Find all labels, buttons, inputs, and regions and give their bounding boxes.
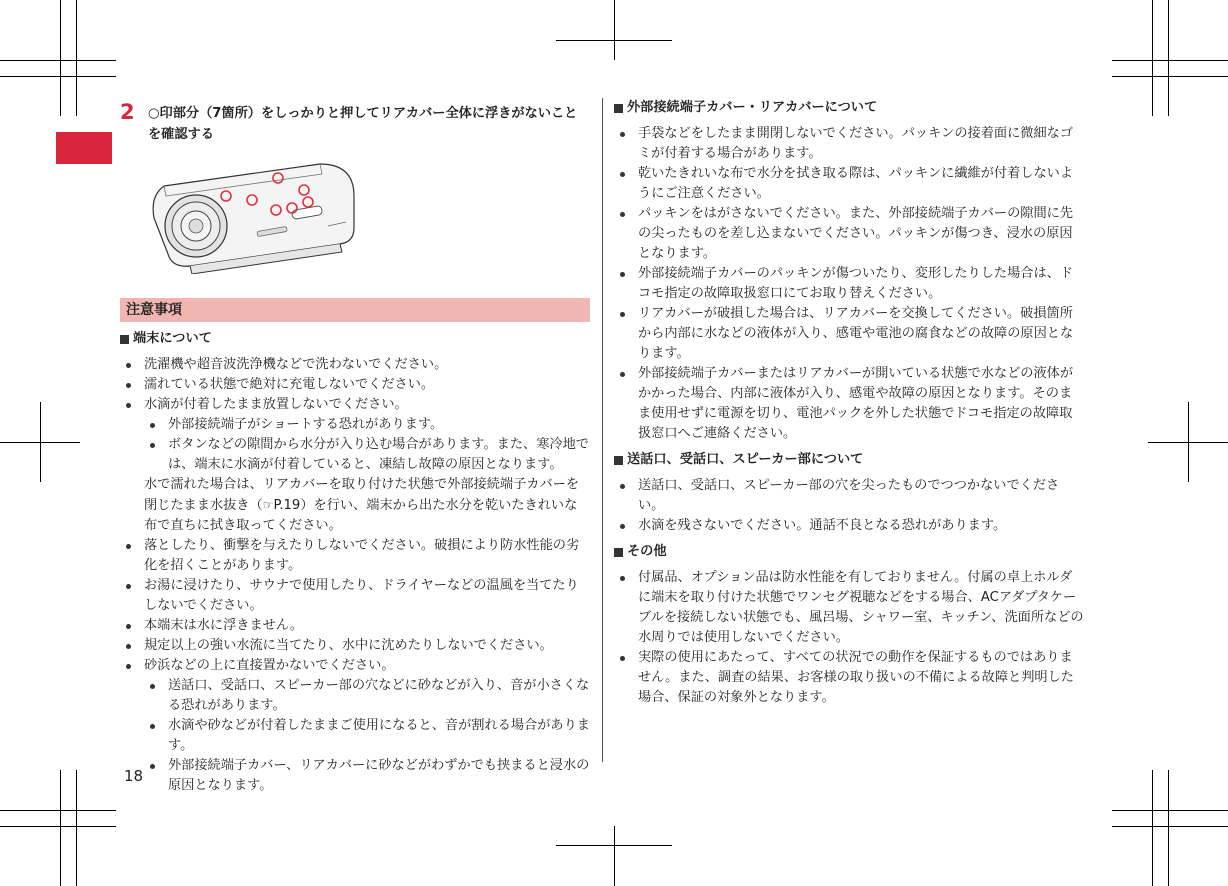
list-item: 送話口、受話口、スピーカー部の穴を尖ったものでつつかないでください。 — [614, 476, 1084, 516]
list-item: 外部接続端子カバーまたはリアカバーが開いている状態で水などの液体がかかった場合、内部に液体が入り、感電や故障の原因となります。そのまま使用せずに電源を切り、電池パックを外した状態でドコモ指定の故障取扱窓口へご連絡ください。 — [614, 364, 1084, 444]
sub-list-item: 送話口、受話口、スピーカー部の穴などに砂などが入り、音が小さくなる恐れがあります。 — [120, 676, 590, 716]
note-paragraph: 水で濡れた場合は、リアカバーを取り付けた状態で外部接続端子カバーを閉じたまま水抜き（☞P.19）を行い、端末から出た水分を乾いたきれいな布で直ちに拭き取ってください。 — [144, 477, 580, 533]
crop-mark — [0, 826, 116, 827]
crop-mark — [40, 402, 41, 482]
crop-mark — [614, 0, 615, 60]
list-item: 落としたり、衝撃を与えたりしないでください。破損により防水性能の劣化を招くことがあります。 — [120, 536, 590, 576]
caution-title: 注意事項 — [126, 302, 182, 318]
square-bullet-icon — [614, 104, 623, 113]
sub-list-item: ボタンなどの隙間から水分が入り込む場合があります。また、寒冷地では、端末に水滴が付着していると、凍結し故障の原因となります。 — [120, 435, 590, 475]
step-number: 2 — [120, 100, 135, 124]
page-reference[interactable]: P.19 — [273, 498, 301, 513]
section-heading-text: 端末について — [133, 331, 212, 346]
section-heading — [614, 98, 1084, 118]
list-item — [120, 656, 590, 796]
chapter-tab — [56, 132, 112, 164]
section-heading-text: 外部接続端子カバー・リアカバーについて — [627, 100, 878, 115]
step-2 — [120, 98, 590, 268]
caution-header — [120, 298, 590, 322]
list-item-text: 水滴が付着したまま放置しないでください。 — [144, 397, 408, 412]
crop-mark — [0, 810, 116, 811]
page-number: 18 — [124, 767, 144, 785]
crop-mark — [614, 826, 615, 886]
square-bullet-icon — [614, 548, 623, 557]
sub-list-item: 外部接続端子がショートする恐れがあります。 — [120, 415, 590, 435]
list-item: 手袋などをしたまま開閉しないでください。パッキンの接着面に微細なゴミが付着する場合があります。 — [614, 124, 1084, 164]
crop-mark — [1188, 402, 1189, 482]
section-heading — [614, 542, 1084, 562]
list-item: 水滴を残さないでください。通話不良となる恐れがあります。 — [614, 516, 1084, 536]
crop-mark — [1152, 770, 1153, 886]
crop-mark — [1112, 60, 1228, 61]
crop-mark — [0, 60, 116, 61]
sub-list-item: 水滴や砂などが付着したままご使用になると、音が割れる場合があります。 — [120, 716, 590, 756]
crop-mark — [76, 770, 77, 886]
list-item: 規定以上の強い水流に当てたり、水中に沈めたりしないでください。 — [120, 636, 590, 656]
page-reference-icon: ☞ — [262, 498, 274, 512]
crop-mark — [1168, 0, 1169, 116]
list-item: 実際の使用にあたって、すべての状況での動作を保証するものではありません。また、調査の結果、お客様の取り扱いの不備による故障と判明した場合、保証の対象外となります。 — [614, 648, 1084, 708]
section-heading — [614, 450, 1084, 470]
list-item: パッキンをはがさないでください。また、外部接続端子カバーの隙間に先の尖ったものを差し込まないでください。パッキンが傷つき、浸水の原因となります。 — [614, 204, 1084, 264]
square-bullet-icon — [120, 335, 129, 344]
square-bullet-icon — [614, 456, 623, 465]
list-item-text: 砂浜などの上に直接置かないでください。 — [144, 658, 395, 673]
column-divider — [602, 98, 603, 762]
crop-mark — [76, 0, 77, 116]
list-item: 乾いたきれいな布で水分を拭き取る際は、パッキンに繊維が付着しないようにご注意ください。 — [614, 164, 1084, 204]
sub-list-item: 外部接続端子カバー、リアカバーに砂などがわずかでも挟まると浸水の原因となります。 — [120, 756, 590, 796]
crop-mark — [60, 770, 61, 886]
list-item: 付属品、オプション品は防水性能を有しておりません。付属の卓上ホルダに端末を取り付けた状態でワンセグ視聴などをする場合、ACアダプタケーブルを接続しない状態でも、風呂場、シャワー室、キッチン、洗面所などの水周りでは使用しないでください。 — [614, 568, 1084, 648]
list-item: リアカバーが破損した場合は、リアカバーを交換してください。破損箇所から内部に水などの液体が入り、感電や電池の腐食などの故障の原因となります。 — [614, 304, 1084, 364]
crop-mark — [1168, 770, 1169, 886]
crop-mark — [1152, 0, 1153, 116]
list-item: お湯に浸けたり、サウナで使用したり、ドライヤーなどの温風を当てたりしないでください。 — [120, 576, 590, 616]
list-item: 本端末は水に浮きません。 — [120, 616, 590, 636]
list-item: 外部接続端子カバーのパッキンが傷ついたり、変形したりした場合は、ドコモ指定の故障取扱窓口にてお取り替えください。 — [614, 264, 1084, 304]
crop-mark — [0, 76, 116, 77]
section-device — [120, 329, 590, 796]
crop-mark — [1112, 76, 1228, 77]
section-covers — [614, 98, 1084, 708]
crop-mark — [1112, 826, 1228, 827]
section-heading — [120, 329, 590, 349]
list-item: 洗濯機や超音波洗浄機などで洗わないでください。 — [120, 355, 590, 375]
section-heading-text: 送話口、受話口、スピーカー部について — [627, 452, 864, 467]
crop-mark — [60, 0, 61, 116]
step-instruction: ○印部分（7箇所）をしっかりと押してリアカバー全体に浮きがないことを確認する — [148, 106, 578, 142]
phone-rear-cover-illustration — [142, 156, 362, 274]
section-heading-text: その他 — [627, 544, 667, 559]
list-item: 濡れている状態で絶対に充電しないでください。 — [120, 375, 590, 395]
list-item — [120, 395, 590, 475]
crop-mark — [1112, 810, 1228, 811]
